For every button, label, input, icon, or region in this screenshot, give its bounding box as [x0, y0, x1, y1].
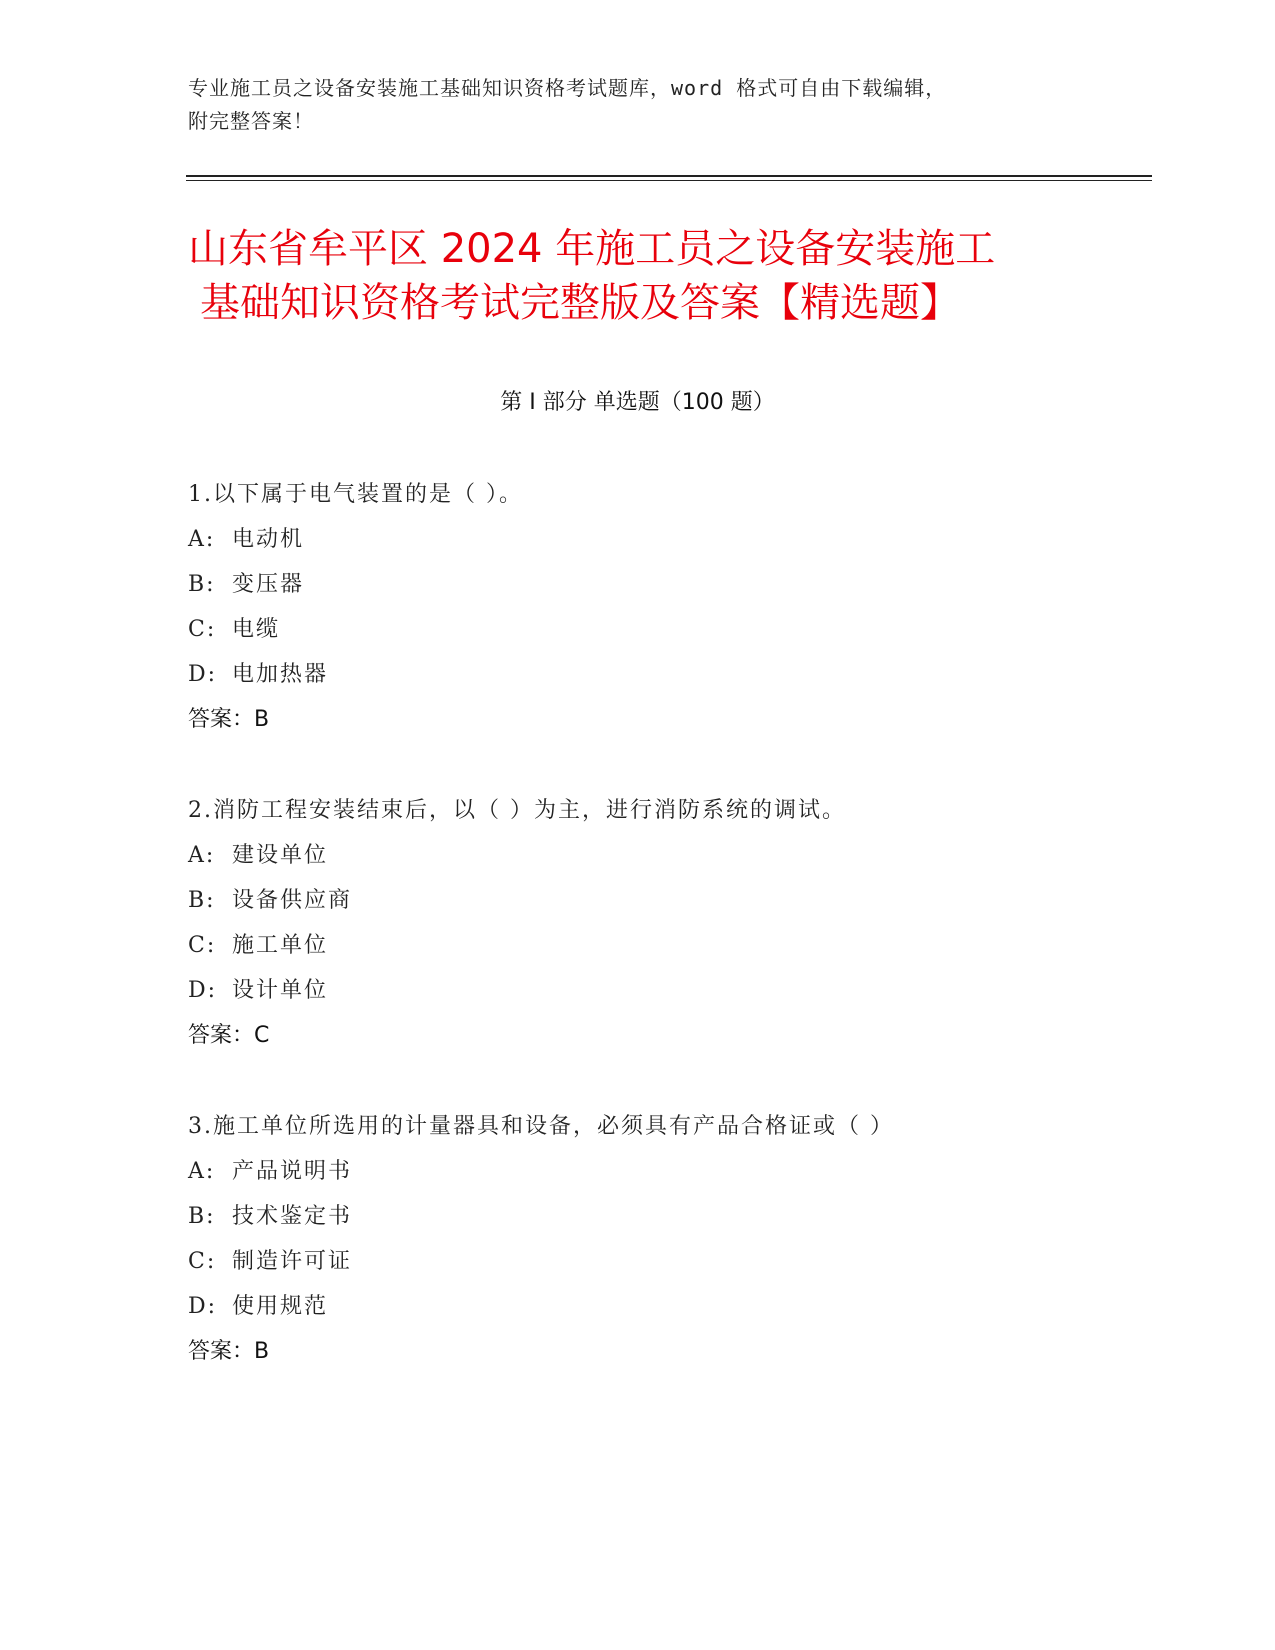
question-3	[188, 1104, 1138, 1374]
answer: 答案：B	[188, 1339, 270, 1364]
option-a	[188, 833, 1138, 878]
question-2	[188, 788, 1138, 1058]
option-d	[188, 1284, 1138, 1329]
option-a	[188, 1149, 1138, 1194]
option-c	[188, 607, 1138, 652]
option-text: 电动机	[232, 527, 305, 552]
option-c	[188, 1239, 1138, 1284]
option-text: 施工单位	[232, 933, 329, 958]
option-b	[188, 1194, 1138, 1239]
option-b	[188, 878, 1138, 923]
header-note-line-1: 专业施工员之设备安装施工基础知识资格考试题库，word 格式可自由下载编辑，	[188, 76, 947, 100]
document-title	[188, 222, 1118, 330]
document-title-line-1: 山东省牟平区 2024 年施工员之设备安装施工	[188, 226, 996, 272]
option-text: 制造许可证	[232, 1249, 353, 1274]
option-key: D:	[188, 978, 218, 1003]
document-title-line-2: 基础知识资格考试完整版及答案【精选题】	[200, 280, 960, 326]
option-text: 电缆	[232, 617, 281, 642]
option-text: 设备供应商	[232, 888, 353, 913]
option-key: A:	[188, 843, 216, 868]
header-divider-thick	[186, 175, 1152, 177]
option-key: A:	[188, 527, 216, 552]
option-d	[188, 968, 1138, 1013]
option-key: B:	[188, 1204, 216, 1229]
option-d	[188, 652, 1138, 697]
question-list	[188, 472, 1138, 1420]
option-text: 技术鉴定书	[232, 1204, 353, 1229]
option-text: 建设单位	[232, 843, 329, 868]
option-key: C:	[188, 933, 217, 958]
header-divider-thin	[186, 180, 1152, 181]
option-key: D:	[188, 1294, 218, 1319]
header-note-line-2: 附完整答案！	[188, 109, 314, 133]
question-1	[188, 472, 1138, 742]
option-key: B:	[188, 572, 216, 597]
question-stem: 1.以下属于电气装置的是（ ）。	[188, 482, 523, 507]
option-text: 产品说明书	[232, 1159, 353, 1184]
option-text: 电加热器	[232, 662, 329, 687]
option-b	[188, 562, 1138, 607]
option-key: A:	[188, 1159, 216, 1184]
question-stem: 3.施工单位所选用的计量器具和设备，必须具有产品合格证或（ ）	[188, 1114, 894, 1139]
question-stem: 2.消防工程安装结束后，以（ ）为主，进行消防系统的调试。	[188, 798, 846, 823]
answer: 答案：C	[188, 1023, 270, 1048]
option-key: C:	[188, 617, 217, 642]
header-note	[188, 72, 1088, 138]
option-key: B:	[188, 888, 216, 913]
option-text: 设计单位	[232, 978, 329, 1003]
option-a	[188, 517, 1138, 562]
option-key: D:	[188, 662, 218, 687]
option-c	[188, 923, 1138, 968]
section-heading: 第 I 部分 单选题（100 题）	[500, 390, 775, 415]
option-text: 变压器	[232, 572, 305, 597]
option-text: 使用规范	[232, 1294, 329, 1319]
option-key: C:	[188, 1249, 217, 1274]
answer: 答案：B	[188, 707, 270, 732]
